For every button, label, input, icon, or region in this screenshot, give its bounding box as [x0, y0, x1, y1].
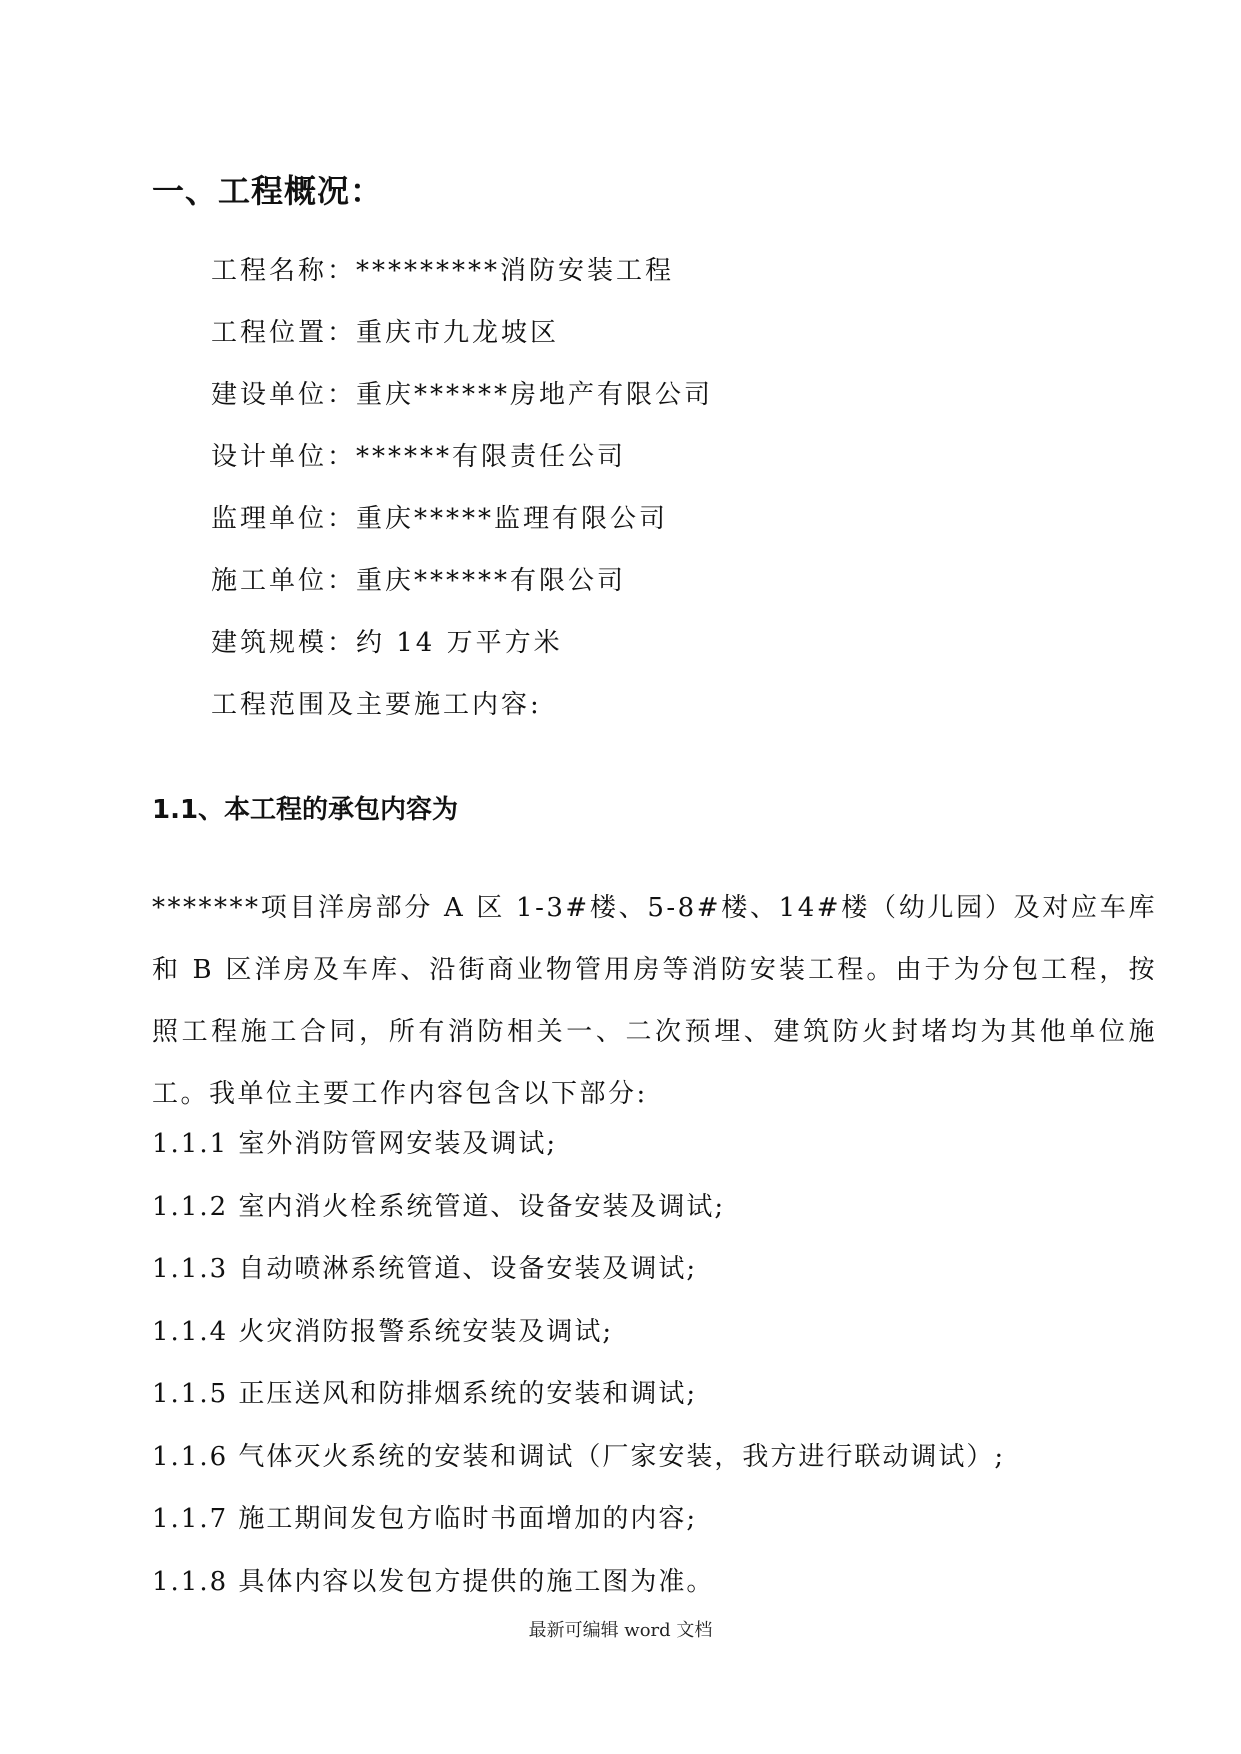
info-line-scale: 建筑规模：约 14 万平方米 — [211, 628, 563, 658]
info-line-supervisor: 监理单位：重庆*****监理有限公司 — [211, 504, 669, 534]
work-item: 1.1.5 正压送风和防排烟系统的安装和调试; — [152, 1379, 698, 1409]
subsection-heading: 1.1、本工程的承包内容为 — [152, 795, 459, 825]
work-items-list — [152, 1128, 1005, 1628]
info-line-contractor: 施工单位：重庆******有限公司 — [211, 566, 627, 596]
work-item: 1.1.8 具体内容以发包方提供的施工图为准。 — [152, 1566, 715, 1597]
work-item: 1.1.2 室内消火栓系统管道、设备安装及调试; — [152, 1191, 726, 1222]
info-line-location: 工程位置：重庆市九龙坡区 — [211, 318, 560, 348]
info-line-designer: 设计单位：******有限责任公司 — [211, 442, 627, 472]
info-line-name: 工程名称：*********消防安装工程 — [211, 256, 675, 286]
work-item: 1.1.4 火灾消防报警系统安装及调试; — [152, 1316, 614, 1347]
section-heading: 一、工程概况： — [152, 172, 384, 210]
project-info-list — [211, 255, 713, 751]
info-line-owner: 建设单位：重庆******房地产有限公司 — [211, 380, 714, 410]
work-item: 1.1.6 气体灭火系统的安装和调试（厂家安装，我方进行联动调试）; — [152, 1441, 1006, 1472]
info-line-scope: 工程范围及主要施工内容: — [211, 690, 542, 720]
work-item: 1.1.3 自动喷淋系统管道、设备安装及调试; — [152, 1254, 698, 1284]
page-footer: 最新可编辑 word 文档 — [528, 1620, 713, 1641]
work-item: 1.1.7 施工期间发包方临时书面增加的内容; — [152, 1504, 698, 1534]
scope-paragraph: *******项目洋房部分 A 区 1-3#楼、5-8#楼、14#楼（幼儿园）及对应车库和 B 区洋房及车库、沿街商业物管用房等消防安装工程。由于为分包工程，按照工程施工合同，所有消防相关一、二次预埋、建筑防火封堵均为其他单位施工。我单位主要工作内容包含以下部分: — [152, 893, 1157, 1109]
work-item: 1.1.1 室外消防管网安装及调试; — [152, 1129, 558, 1159]
